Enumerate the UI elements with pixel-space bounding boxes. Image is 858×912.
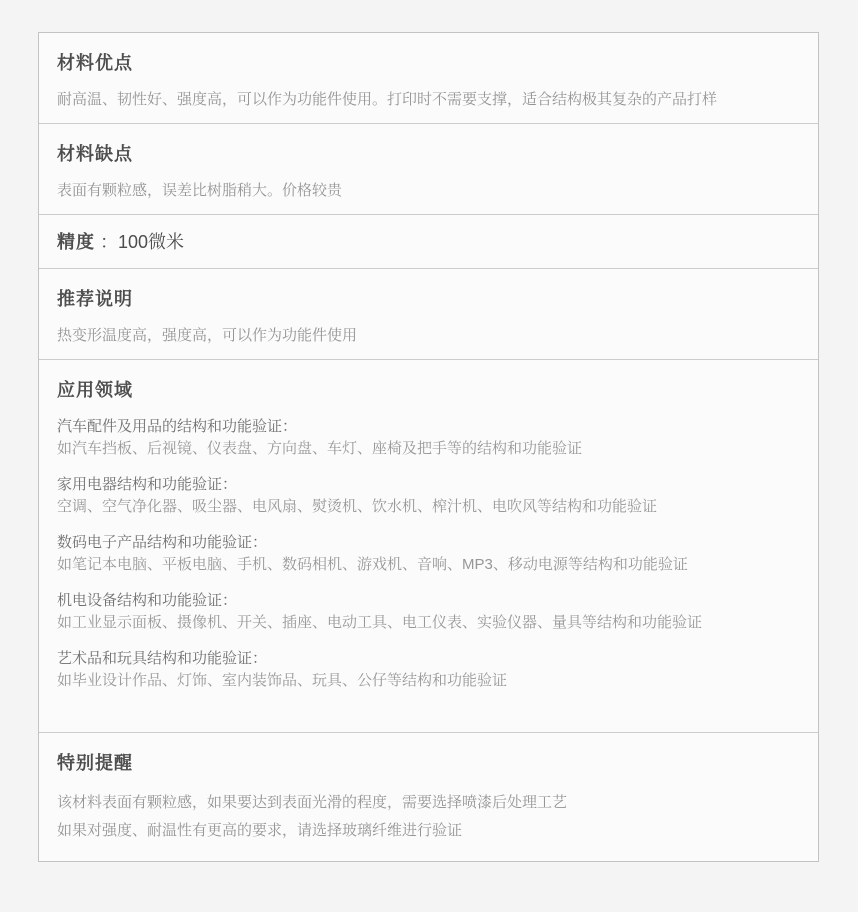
precision-value: 100微米: [118, 232, 185, 252]
recommendation-body: 热变形温度高，强度高，可以作为功能件使用: [57, 327, 358, 344]
application-item-automotive: [57, 416, 800, 460]
application-item-electromechanical: [57, 590, 800, 634]
application-item-detail: 如毕业设计作品、灯饰、室内装饰品、玩具、公仔等结构和功能验证: [57, 672, 508, 689]
material-disadvantages-title: 材料缺点: [57, 144, 133, 164]
precision-colon: ：: [100, 232, 118, 252]
applications-title: 应用领域: [57, 380, 133, 400]
precision-label: 精度: [57, 232, 95, 252]
section-precision: [39, 214, 818, 268]
section-applications: [39, 359, 818, 732]
application-item-heading: 艺术品和玩具结构和功能验证：: [57, 650, 268, 667]
special-notice-line: 如果对强度、耐温性有更高的要求，请选择玻璃纤维进行验证: [57, 822, 463, 839]
application-item-detail: 如汽车挡板、后视镜、仪表盘、方向盘、车灯、座椅及把手等的结构和功能验证: [57, 440, 583, 457]
section-material-advantages: [39, 33, 818, 123]
material-advantages-title: 材料优点: [57, 53, 133, 73]
application-item-digital-electronics: [57, 532, 800, 576]
application-item-detail: 空调、空气净化器、吸尘器、电风扇、熨烫机、饮水机、榨汁机、电吹风等结构和功能验证: [57, 498, 658, 515]
material-disadvantages-body: 表面有颗粒感，误差比树脂稍大。价格较贵: [57, 182, 343, 199]
section-recommendation: [39, 268, 818, 359]
application-item-heading: 家用电器结构和功能验证：: [57, 476, 238, 493]
section-material-disadvantages: [39, 123, 818, 214]
application-item-heading: 汽车配件及用品的结构和功能验证：: [57, 418, 298, 435]
application-item-heading: 数码电子产品结构和功能验证：: [57, 534, 268, 551]
special-notice-line: 该材料表面有颗粒感，如果要达到表面光滑的程度，需要选择喷漆后处理工艺: [57, 794, 568, 811]
material-advantages-body: 耐高温、韧性好、强度高，可以作为功能件使用。打印时不需要支撑，适合结构极其复杂的产品打样: [57, 91, 718, 108]
special-notice-title: 特别提醒: [57, 753, 133, 773]
application-item-home-appliance: [57, 474, 800, 518]
application-item-detail: 如工业显示面板、摄像机、开关、插座、电动工具、电工仪表、实验仪器、量具等结构和功能验证: [57, 614, 703, 631]
section-special-notice: [39, 732, 818, 861]
material-info-card: [38, 32, 819, 862]
application-item-art-toys: [57, 648, 800, 692]
application-item-heading: 机电设备结构和功能验证：: [57, 592, 238, 609]
recommendation-title: 推荐说明: [57, 289, 133, 309]
application-item-detail: 如笔记本电脑、平板电脑、手机、数码相机、游戏机、音响、MP3、移动电源等结构和功能验证: [57, 556, 688, 573]
